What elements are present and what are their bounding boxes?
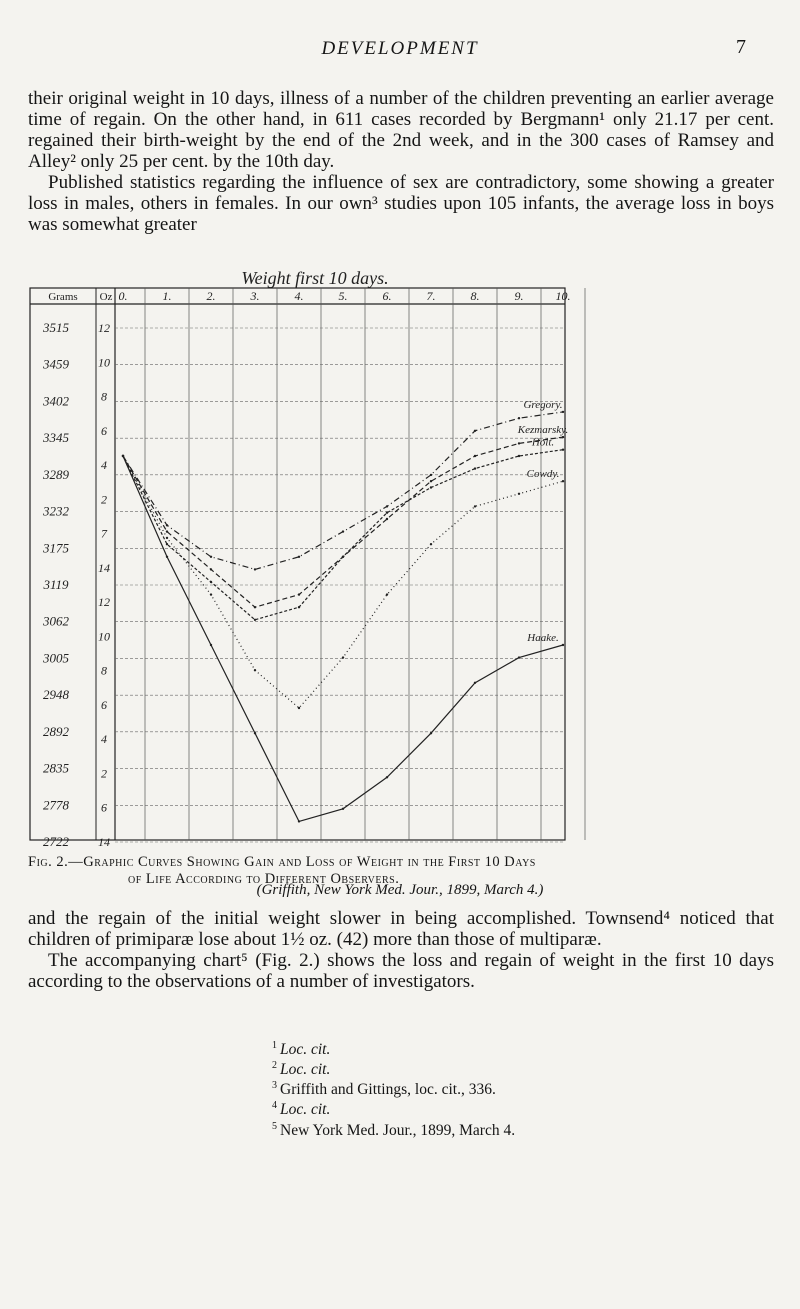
data-point (430, 543, 432, 545)
gram-tick-label: 3175 (43, 540, 69, 556)
data-point (298, 606, 300, 608)
data-point (342, 556, 344, 558)
oz-tick-label: 8 (101, 663, 107, 678)
x-tick-label: 9. (514, 289, 524, 303)
gram-tick-label: 3289 (43, 466, 69, 482)
gram-tick-label: 2948 (43, 687, 69, 703)
footnotes (272, 1038, 515, 1139)
x-tick-label: 2. (206, 289, 216, 303)
x-tick-label: 0. (118, 289, 128, 303)
paragraph-after (28, 908, 774, 992)
oz-tick-label: 14 (98, 560, 110, 575)
caption-line-2: of Life According to Different Observers. (128, 871, 400, 887)
oz-tick-label: 10 (98, 355, 110, 370)
data-point (518, 442, 520, 444)
data-point (430, 480, 432, 482)
running-head: DEVELOPMENT (321, 38, 479, 59)
gram-tick-label: 3062 (43, 613, 69, 629)
gram-tick-label: 2778 (43, 797, 69, 813)
data-point (474, 430, 476, 432)
data-point (166, 530, 168, 532)
chart-frame (30, 288, 565, 840)
gram-tick-label: 2722 (43, 834, 69, 849)
data-point (474, 505, 476, 507)
footnote: $^4$ Loc. cit. (272, 1100, 331, 1119)
oz-tick-label: 4 (101, 732, 107, 747)
data-point (210, 644, 212, 646)
gram-tick-label: 3119 (43, 577, 69, 592)
oz-tick-label: 8 (101, 389, 107, 404)
x-tick-label: 1. (162, 289, 172, 303)
data-point (562, 411, 564, 413)
gram-tick-label: 3515 (43, 320, 69, 335)
data-point (254, 606, 256, 608)
paragraph-3: and the regain of the initial weight slower in being accomplished. Townsend⁴ noticed that children of primiparæ lose about 1½ oz. (42) more than those of multiparæ. (28, 908, 774, 950)
data-point (298, 707, 300, 709)
data-point (342, 808, 344, 810)
data-point (254, 619, 256, 621)
data-point (386, 776, 388, 778)
data-point (474, 467, 476, 469)
data-point (518, 417, 520, 419)
data-point (166, 543, 168, 545)
caption-line-1: Fig. 2.—Graphic Curves Showing Gain and Loss of Weight in the First 10 Days (28, 854, 536, 870)
series-label: Haake. (527, 632, 559, 644)
chart-title: Weight first 10 days. (241, 268, 389, 288)
gram-tick-label: 3402 (43, 393, 69, 409)
gram-tick-label: 3232 (43, 503, 69, 519)
oz-column-header: Oz (99, 291, 113, 303)
data-point (166, 556, 168, 558)
data-point (474, 455, 476, 457)
data-point (298, 593, 300, 595)
data-point (386, 518, 388, 520)
data-point (166, 537, 168, 539)
gram-tick-label: 3005 (43, 650, 69, 666)
data-point (254, 669, 256, 671)
data-point (254, 732, 256, 734)
data-point (386, 505, 388, 507)
data-point (210, 581, 212, 583)
data-point (210, 568, 212, 570)
data-point (562, 436, 564, 438)
data-point (298, 556, 300, 558)
paragraph-4: The accompanying chart⁵ (Fig. 2.) shows the loss and regain of weight in the first 10 days according to the observations of a number of investigators. (28, 950, 774, 992)
gram-tick-label: 3345 (43, 430, 69, 446)
data-point (562, 449, 564, 451)
oz-tick-label: 7 (101, 526, 107, 541)
x-tick-label: 10. (555, 289, 571, 303)
data-point (518, 455, 520, 457)
x-tick-label: 6. (382, 289, 392, 303)
x-tick-label: 8. (470, 289, 480, 303)
paragraph-1: their original weight in 10 days, illness of a number of the children preventing an earlier average time of regain. On the other hand, in 611 cases recorded by Bergmann¹ only 21.17 per cent. regained their birth-weight by the end of the 2nd week, and in the 300 cases of Ramsey and Alley² only 25 per cent. by the 10th day. (28, 88, 774, 172)
footnote: $^5$ New York Med. Jour., 1899, March 4. (272, 1120, 516, 1139)
data-point (342, 530, 344, 532)
data-point (430, 486, 432, 488)
x-tick-label: 4. (294, 289, 304, 303)
gram-tick-label: 2835 (43, 760, 69, 776)
oz-tick-label: 10 (98, 629, 110, 644)
data-point (298, 820, 300, 822)
gram-tick-label: 3459 (43, 356, 69, 372)
series-label: Kezmarsky. (517, 424, 569, 437)
oz-tick-label: 4 (101, 458, 107, 473)
data-point (518, 656, 520, 658)
oz-tick-label: 6 (101, 423, 107, 438)
data-point (210, 556, 212, 558)
oz-tick-label: 6 (101, 800, 107, 815)
x-tick-label: 7. (426, 289, 436, 303)
footnote: $^3$ Griffith and Gittings, loc. cit., 336. (272, 1080, 496, 1099)
data-point (562, 480, 564, 482)
series-label: Cowdy. (526, 468, 560, 481)
grams-column-header: Grams (48, 291, 78, 303)
footnote: $^2$ Loc. cit. (272, 1060, 331, 1079)
x-tick-label: 5. (338, 289, 348, 303)
gram-tick-label: 2892 (43, 723, 69, 739)
data-point (166, 524, 168, 526)
oz-tick-label: 12 (98, 595, 110, 610)
x-tick-label: 3. (250, 289, 260, 303)
series-label: Gregory. (523, 398, 563, 411)
data-point (122, 455, 124, 457)
data-point (430, 732, 432, 734)
oz-tick-label: 14 (98, 835, 110, 849)
data-point (342, 656, 344, 658)
data-point (518, 493, 520, 495)
footnote: $^1$ Loc. cit. (272, 1040, 331, 1059)
oz-tick-label: 2 (101, 766, 107, 781)
data-point (474, 682, 476, 684)
figure-source: (Griffith, New York Med. Jour., 1899, March 4.) (256, 882, 544, 898)
oz-tick-label: 2 (101, 492, 107, 507)
data-point (430, 474, 432, 476)
series-label: Holt. (531, 436, 555, 449)
data-point (210, 593, 212, 595)
data-point (386, 593, 388, 595)
oz-tick-label: 12 (98, 321, 110, 335)
data-point (562, 644, 564, 646)
data-point (386, 512, 388, 514)
paragraph-2: Published statistics regarding the influence of sex are contradictory, some showing a greater loss in males, others in females. In our own³ studies upon 105 infants, the average loss in boys was somewhat greater (28, 172, 774, 235)
oz-tick-label: 6 (101, 697, 107, 712)
data-point (254, 568, 256, 570)
page-number: 7 (736, 36, 746, 58)
